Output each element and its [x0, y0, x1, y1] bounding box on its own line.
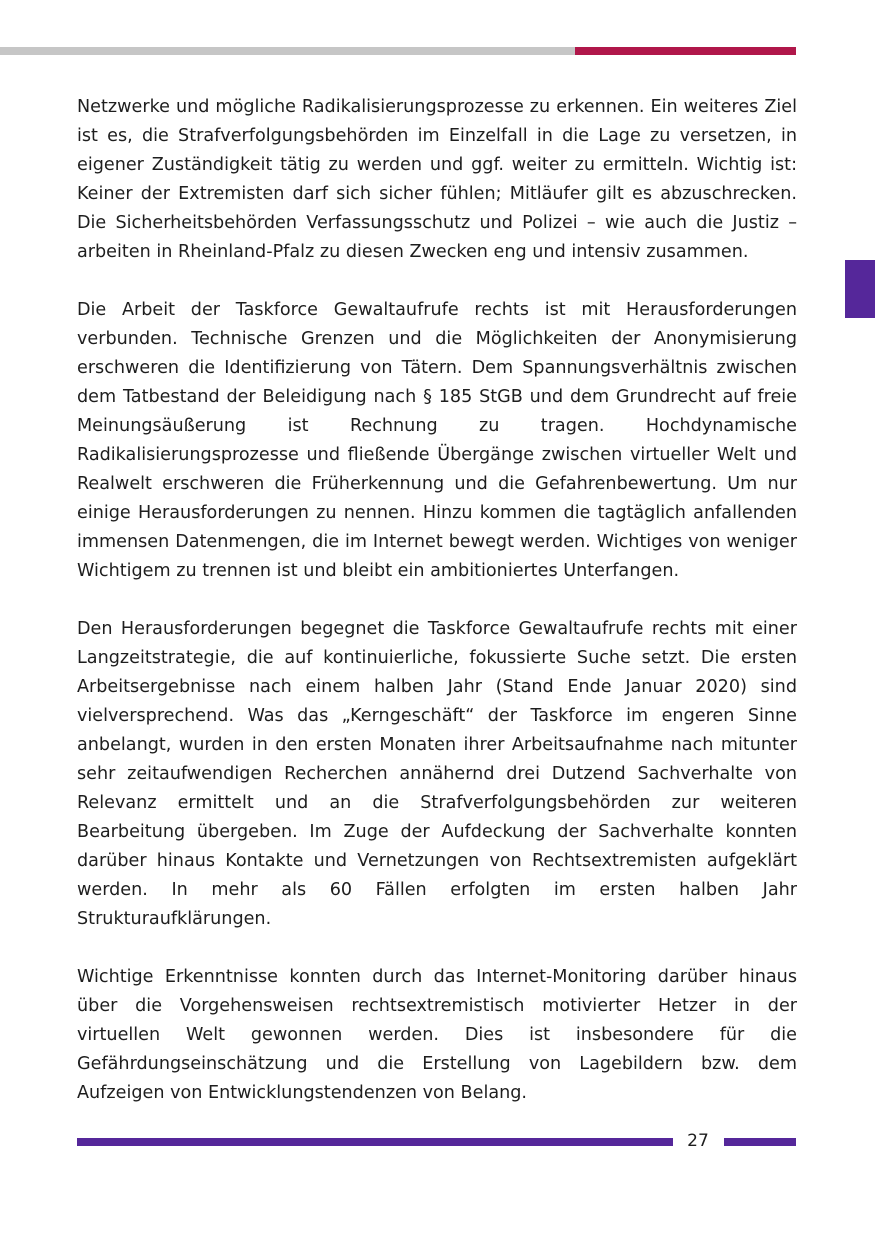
footer-rule-left	[77, 1138, 673, 1146]
header-rule-grey	[0, 47, 575, 55]
paragraph-3: Den Herausforderungen begegnet die Taskforce Gewaltaufrufe rechts mit einer Langzeitstrategie, die auf kontinuierliche, fokussierte Suche setzt. Die ersten Arbeitsergebnisse nach einem halben Jahr (Stand Ende Januar 2020) sind vielversprechend. Was das „Kerngeschäft“ der Taskforce im engeren Sinne anbelangt, wurden in den ersten Monaten ihrer Arbeitsaufnahme nach mitunter sehr zeitaufwendigen Recherchen annähernd drei Dutzend Sachverhalte von Relevanz ermittelt und an die Strafverfolgungsbehörden zur weiteren Bearbeitung übergeben. Im Zuge der Aufdeckung der Sachverhalte konnten darüber hinaus Kontakte und Vernetzungen von Rechtsextremisten aufgeklärt werden. In mehr als 60 Fällen erfolgten im ersten halben Jahr Strukturaufklärungen.	[77, 619, 797, 929]
header-rule-accent	[575, 47, 796, 55]
footer-rule-right	[724, 1138, 796, 1146]
paragraph-2: Die Arbeit der Taskforce Gewaltaufrufe rechts ist mit Herausforderungen verbunden. Technische Grenzen und die Möglichkeiten der Anonymisierung erschweren die Identifizierung von Tätern. Dem Spannungsverhältnis zwischen dem Tatbestand der Beleidigung nach § 185 StGB und dem Grundrecht auf freie Meinungsäußerung ist Rechnung zu tragen. Hochdynamische Radikalisierungsprozesse und fließende Übergänge zwischen virtueller Welt und Realwelt erschweren die Früherkennung und die Gefahrenbewertung. Um nur einige Herausforderungen zu nennen. Hinzu kommen die tagtäglich anfallenden immensen Datenmengen, die im Internet bewegt werden. Wichtiges von weniger Wichtigem zu trennen ist und bleibt ein ambitioniertes Unterfangen.	[77, 300, 797, 581]
chapter-tab-marker	[845, 260, 875, 318]
paragraph-1: Netzwerke und mögliche Radikalisierungsprozesse zu erkennen. Ein weiteres Ziel ist es, die Strafverfolgungsbehörden im Einzelfall in die Lage zu versetzen, in eigener Zuständigkeit tätig zu werden und ggf. weiter zu ermitteln. Wichtig ist: Keiner der Extremisten darf sich sicher fühlen; Mitläufer gilt es abzuschrecken. Die Sicherheitsbehörden Verfassungsschutz und Polizei – wie auch die Justiz – arbeiten in Rheinland-Pfalz zu diesen Zwecken eng und intensiv zusammen.	[77, 97, 797, 262]
paragraph-4: Wichtige Erkenntnisse konnten durch das Internet-Monitoring darüber hinaus über die Vorgehensweisen rechtsextremistisch motivierter Hetzer in der virtuellen Welt gewonnen werden. Dies ist insbesondere für die Gefährdungseinschätzung und die Erstellung von Lagebildern bzw. dem Aufzeigen von Entwicklungstendenzen von Belang.	[77, 967, 797, 1103]
body-text	[77, 93, 797, 1137]
page-number: 27	[687, 1131, 709, 1151]
